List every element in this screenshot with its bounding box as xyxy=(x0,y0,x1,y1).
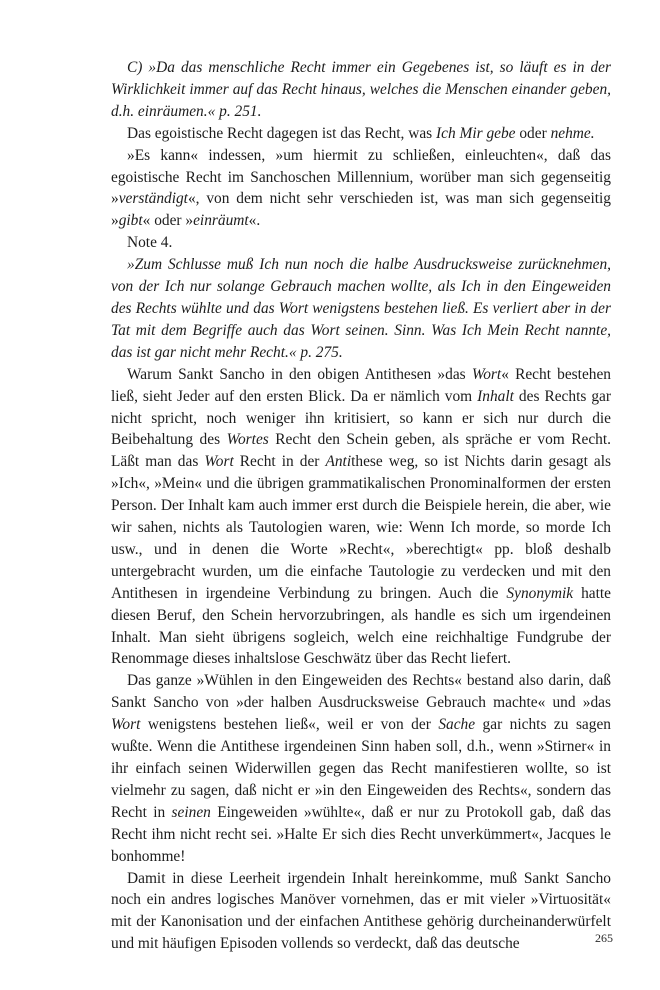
paragraph-c-quote xyxy=(111,57,611,123)
text-run: « oder » xyxy=(142,212,194,230)
text-run: « Recht bestehen ließ, sieht Jeder auf den ersten Blick. Da er nämlich vom xyxy=(111,365,611,405)
emphasis: verständigt xyxy=(118,190,188,208)
emphasis: Sache xyxy=(438,716,476,734)
text-run: Warum Sankt Sancho in den obigen Antithesen »das xyxy=(127,365,472,383)
emphasis: einräumt xyxy=(193,212,249,230)
emphasis: Anti xyxy=(325,453,352,471)
text-run: Das ganze »Wühlen in den Eingeweiden des Rechts« bestand also darin, daß Sankt Sancho von »der halben Ausdrucksweise Gebrauch machte« und »das xyxy=(111,672,611,712)
emphasis: Inhalt xyxy=(477,387,514,405)
emphasis: Synonymik xyxy=(506,584,574,602)
text-run: Eingeweiden »wühlte«, daß er nur zu Protokoll gab, daß das Recht ihm nicht recht sei. »Halte Er sich dies Recht unverkümmert«, Jacques le bonhomme! xyxy=(111,803,611,865)
emphasis: Wortes xyxy=(226,431,269,449)
text-run: «. xyxy=(248,212,261,230)
emphasis: Ich Mir gebe xyxy=(436,124,516,142)
text-run: «, von dem nicht sehr verschieden ist, was man sich gegenseitig » xyxy=(111,190,611,230)
paragraph-es-kann xyxy=(111,145,611,233)
emphasis: Wort xyxy=(471,365,502,383)
text-run: C) »Da das menschliche Recht immer ein Gegebenes ist, so läuft es in der Wirklichkeit immer auf das Recht hinaus, welches die Menschen einander geben, d.h. einräumen.« p. 251. xyxy=(111,59,611,120)
text-run: Das egoistische Recht dagegen ist das Recht, was xyxy=(127,124,437,142)
emphasis: gibt xyxy=(118,212,143,230)
emphasis: Wort xyxy=(111,716,141,734)
text-run: Damit in diese Leerheit irgendein Inhalt hereinkomme, muß Sankt Sancho noch ein andres logisches Manöver vornehmen, das er mit vieler »Virtuosität« mit der Kanonisation und der einfachen Antithese gehörig durcheinanderwürfelt und mit häufigen Episoden vollends so verdeckt, daß das deutsche xyxy=(111,869,611,953)
text-run: Recht in der xyxy=(233,453,326,471)
text-run: »Zum Schlusse muß Ich nun noch die halbe Ausdrucksweise zurücknehmen, von der Ich nur solange Gebrauch machen wollte, als Ich in den Eingeweiden des Rechts wühlte und das Wort wenigstens bestehen ließ. Es verliert aber in der Tat mit dem Begriffe auch das Wort seinen. Sinn. Was Ich Mein Recht nannte, das ist gar nicht mehr Recht.« p. 275. xyxy=(111,256,611,361)
text-run: wenigstens bestehen ließ«, weil er von der xyxy=(140,716,439,734)
text-run: »Es kann« indessen, »um hiermit zu schließen, einleuchten«, daß das egoistische Recht im Sanchoschen Millennium, worüber man sich gegenseitig » xyxy=(111,146,611,208)
paragraph-warum xyxy=(111,364,611,671)
text-run: gar nichts zu sagen wußte. Wenn die Antithese irgendeinen Sinn haben soll, d.h., wenn »Stirner« in ihr einfach seinen Widerwillen gegen das Recht manifestieren wollte, so ist vielmehr zu sagen, daß nicht er »in den Eingeweiden des Rechts«, sondern das Recht in xyxy=(111,716,611,821)
text-run: Recht den Schein geben, als spräche er vom Recht. Läßt man das xyxy=(111,431,611,471)
text-run: these weg, so ist Nichts darin gesagt als »Ich«, »Mein« und die übrigen grammatikalischen Pronominalformen der ersten Person. Der Inhalt kam auch immer erst durch die Beispiele herein, die aber, wie wir sahen, nichts als Tautologien waren, wie: Wenn Ich morde, so morde Ich usw., und in denen die Worte »Recht«, »berechtigt« pp. bloß deshalb untergebracht wurden, um die einfache Tautologie zu verdecken und mit den Antithesen in irgendeine Verbindung zu bringen. Auch die xyxy=(111,453,611,602)
paragraph-note-quote xyxy=(111,254,611,364)
text-run: oder xyxy=(515,124,551,142)
note-heading xyxy=(111,232,611,254)
paragraph-egoistic-right xyxy=(111,123,611,145)
page-number: 265 xyxy=(595,931,613,945)
paragraph-das-ganze xyxy=(111,670,611,867)
text-run: des Rechts gar nicht spricht, noch weniger ihn kritisiert, so kann er sich nur durch die Beibehaltung des xyxy=(111,387,611,449)
page-body xyxy=(111,57,611,955)
emphasis: Wort xyxy=(204,453,234,471)
paragraph-damit xyxy=(111,868,611,956)
text-run: hatte diesen Beruf, den Schein hervorzubringen, als handle es sich um irgendeinen Inhalt. Man sieht übrigens sogleich, welch eine reichhaltige Fundgrube der Renommage dieses inhaltslose Geschwätz über das Recht liefert. xyxy=(111,584,611,668)
text-run: Note 4. xyxy=(127,234,173,252)
emphasis: seinen xyxy=(171,803,211,821)
emphasis: nehme. xyxy=(550,124,595,142)
